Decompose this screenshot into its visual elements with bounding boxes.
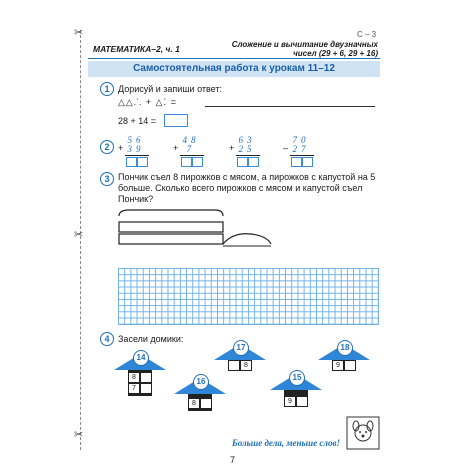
- house-cell[interactable]: 7: [128, 383, 140, 394]
- work-title: Самостоятельная работа к урокам 11–12: [88, 61, 380, 77]
- column-answer-cell[interactable]: [291, 157, 302, 167]
- diagram-segment-cabbage: [119, 234, 223, 244]
- topic-label: [200, 40, 378, 58]
- house-cell[interactable]: [296, 396, 308, 407]
- column-answer-cell[interactable]: [137, 157, 148, 167]
- task1-equation: 28 + 14 =: [118, 116, 157, 126]
- page-code: С – 3: [357, 30, 377, 39]
- task-number-1: 1: [100, 82, 114, 96]
- column-answer-cell[interactable]: [192, 157, 203, 167]
- answer-grid[interactable]: [118, 268, 379, 325]
- house-cells: [188, 394, 212, 411]
- task-number-4: 4: [100, 332, 114, 346]
- house-cell[interactable]: [200, 398, 212, 409]
- column-bottom-number: 27: [292, 144, 310, 154]
- roof-number: 15: [289, 370, 305, 386]
- column-answer-cell[interactable]: [181, 157, 192, 167]
- house-cells: [284, 390, 308, 407]
- diagram-segment-meat: [119, 222, 223, 232]
- house-cell[interactable]: [140, 394, 152, 396]
- task1-answer-line: [205, 106, 375, 107]
- slogan: Больше дела, меньше слов!: [232, 438, 340, 448]
- column-top-number: 63: [238, 135, 256, 145]
- column-answer-cell[interactable]: [302, 157, 313, 167]
- house-cell[interactable]: [228, 360, 240, 371]
- task3-diagram: [115, 208, 275, 256]
- task-number-2: 2: [100, 140, 114, 154]
- page-number: 7: [230, 455, 236, 465]
- roof-number: 16: [193, 374, 209, 390]
- task4-text: Засели домики:: [118, 334, 184, 344]
- column-answer-cell[interactable]: [126, 157, 137, 167]
- column-bottom-number: 7: [186, 144, 196, 154]
- dog-mascot-icon: [346, 416, 380, 450]
- subject-label: МАТЕМАТИКА–2, ч. 1: [93, 44, 180, 54]
- column-answer-cell[interactable]: [248, 157, 259, 167]
- column-rule: [125, 155, 149, 156]
- roof-number: 17: [233, 340, 249, 356]
- house-cells: [332, 360, 356, 371]
- house-cell[interactable]: [344, 360, 356, 371]
- column-top-number: 48: [182, 135, 200, 145]
- column-top-number: 70: [292, 135, 310, 145]
- column-operator: +: [118, 143, 124, 153]
- topic-line-2: чисел (29 + 6, 29 + 16): [293, 49, 378, 58]
- scissors-icon: ✂: [74, 27, 84, 39]
- column-top-number: 56: [127, 135, 145, 145]
- diagram-brace-top: [119, 210, 223, 216]
- task-number-3: 3: [100, 172, 114, 186]
- task1-shapes: △△⸫ + △⁚ =: [118, 97, 178, 107]
- column-rule: [290, 155, 314, 156]
- house-cell[interactable]: 9: [332, 360, 344, 371]
- house-cell[interactable]: 8: [240, 360, 252, 371]
- column-rule: [236, 155, 260, 156]
- column-operator: +: [229, 143, 235, 153]
- diagram-extra-arc: [223, 234, 271, 244]
- topic-line-1: Сложение и вычитание двузначных: [231, 40, 378, 49]
- column-rule: [180, 155, 204, 156]
- house-cells: [228, 360, 252, 371]
- house-cell[interactable]: [128, 394, 140, 396]
- roof-number: 18: [337, 340, 353, 356]
- house-cell[interactable]: [200, 409, 212, 411]
- scissors-icon: ✂: [74, 229, 84, 241]
- house-cell[interactable]: 8: [128, 372, 140, 383]
- header-rule: [88, 58, 380, 59]
- column-bottom-number: 39: [127, 144, 145, 154]
- column-bottom-number: 25: [238, 144, 256, 154]
- task1-text: Дорисуй и запиши ответ:: [118, 84, 223, 94]
- scissors-icon: ✂: [74, 429, 84, 441]
- house-cell[interactable]: [140, 383, 152, 394]
- house-cell[interactable]: 8: [188, 398, 200, 409]
- task1-answer-box[interactable]: [164, 114, 188, 127]
- column-operator: +: [173, 143, 179, 153]
- house-cells: [128, 370, 152, 396]
- task3-text: Пончик съел 8 пирожков с мясом, а пирожков с капустой на 5 больше. Сколько всего пирожков с мясом и капустой съел Пончик?: [118, 172, 376, 204]
- column-answer-cell[interactable]: [237, 157, 248, 167]
- column-operator: –: [283, 143, 289, 153]
- house-cell[interactable]: 9: [284, 396, 296, 407]
- house-cell[interactable]: [188, 409, 200, 411]
- roof-number: 14: [133, 350, 149, 366]
- house-cell[interactable]: [140, 372, 152, 383]
